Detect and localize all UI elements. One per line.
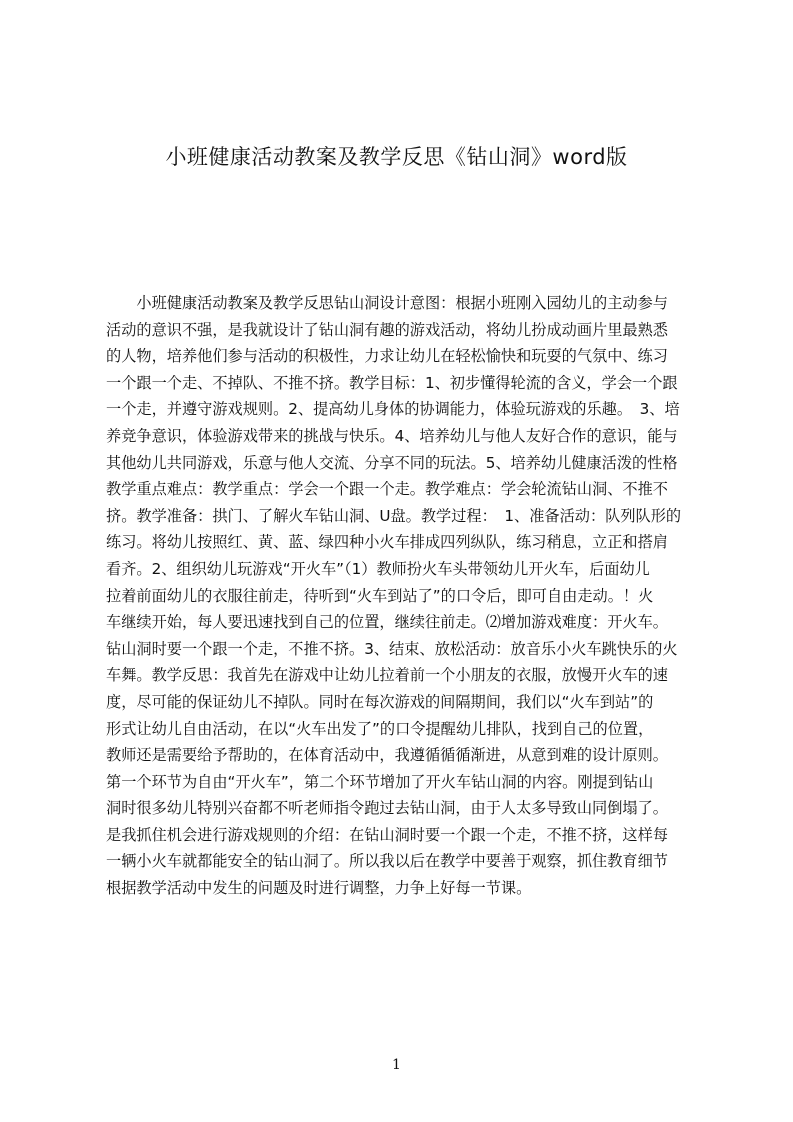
body-line: 是我抓住机会进行游戏规则的介绍：在钻山洞时要一个跟一个走，不推不挤，这样每	[106, 825, 668, 844]
body-line: 教师还是需要给予帮助的，在体育活动中，我遵循循循渐进，从意到难的设计原则。	[106, 746, 668, 765]
body-line: 看齐。2、组织幼儿玩游戏“开火车”（1）教师扮火车头带领幼儿开火车，后面幼儿	[106, 559, 650, 578]
body-line: 拉着前面幼儿的衣服往前走，待听到“火车到站了”的口令后，即可自由走动。！火	[106, 586, 654, 605]
body-line: 车继续开始，每人要迅速找到自己的位置，继续往前走。⑵增加游戏难度：开火车。	[106, 613, 668, 632]
body-line: 洞时很多幼儿特别兴奋都不听老师指令跑过去钻山洞，由于人太多导致山同倒塌了。	[106, 799, 668, 818]
body-line: 练习。将幼儿按照红、黄、蓝、绿四种小火车排成四列纵队，练习稍息，立正和搭肩	[106, 533, 668, 552]
body-line: 小班健康活动教案及教学反思钻山洞设计意图：根据小班刚入园幼儿的主动参与	[106, 294, 668, 312]
body-line: 形式让幼儿自由活动，在以“火车出发了”的口令提醒幼儿排队，找到自己的位置，	[106, 719, 654, 738]
page-number: 1	[392, 1057, 401, 1073]
body-line: 钻山洞时要一个跟一个走，不推不挤。3、结束、放松活动：放音乐小火车跳快乐的火	[106, 639, 678, 658]
body-line: 活动的意识不强，是我就设计了钻山洞有趣的游戏活动，将幼儿扮成动画片里最熟悉	[106, 320, 668, 339]
body-line: 第一个环节为自由“开火车”，第二个环节增加了开火车钻山洞的内容。刚提到钻山	[106, 772, 654, 791]
body-line: 一个走，并遵守游戏规则。2、提高幼儿身体的协调能力，体验玩游戏的乐趣。 3、培	[106, 400, 680, 419]
body-line: 教学重点难点：教学重点：学会一个跟一个走。教学难点：学会轮流钻山洞、不推不	[106, 480, 668, 499]
body-line: 根据教学活动中发生的问题及时进行调整，力争上好每一节课。	[106, 879, 532, 898]
body-line: 车舞。教学反思：我首先在游戏中让幼儿拉着前一个小朋友的衣服，放慢开火车的速	[106, 666, 668, 685]
body-line: 挤。教学准备：拱门、了解火车钻山洞、U盘。教学过程： 1、准备活动：队列队形的	[106, 506, 682, 525]
body-line: 一辆小火车就都能安全的钻山洞了。所以我以后在教学中要善于观察，抓住教育细节	[106, 852, 668, 871]
document-body	[106, 290, 696, 902]
body-line: 度，尽可能的保证幼儿不掉队。同时在每次游戏的间隔期间，我们以“火车到站”的	[106, 692, 654, 711]
body-line: 养竞争意识，体验游戏带来的挑战与快乐。4、培养幼儿与他人友好合作的意识，能与	[106, 426, 678, 445]
document-title: 小班健康活动教案及教学反思《钻山洞》word版	[165, 145, 628, 169]
body-line: 其他幼儿共同游戏，乐意与他人交流、分享不同的玩法。5、培养幼儿健康活泼的性格	[106, 453, 678, 472]
body-line: 的人物，培养他们参与活动的积极性，力求让幼儿在轻松愉快和玩耍的气氛中、练习	[106, 347, 668, 366]
body-line: 一个跟一个走、不掉队、不推不挤。教学目标：1、初步懂得轮流的含义，学会一个跟	[106, 373, 678, 392]
